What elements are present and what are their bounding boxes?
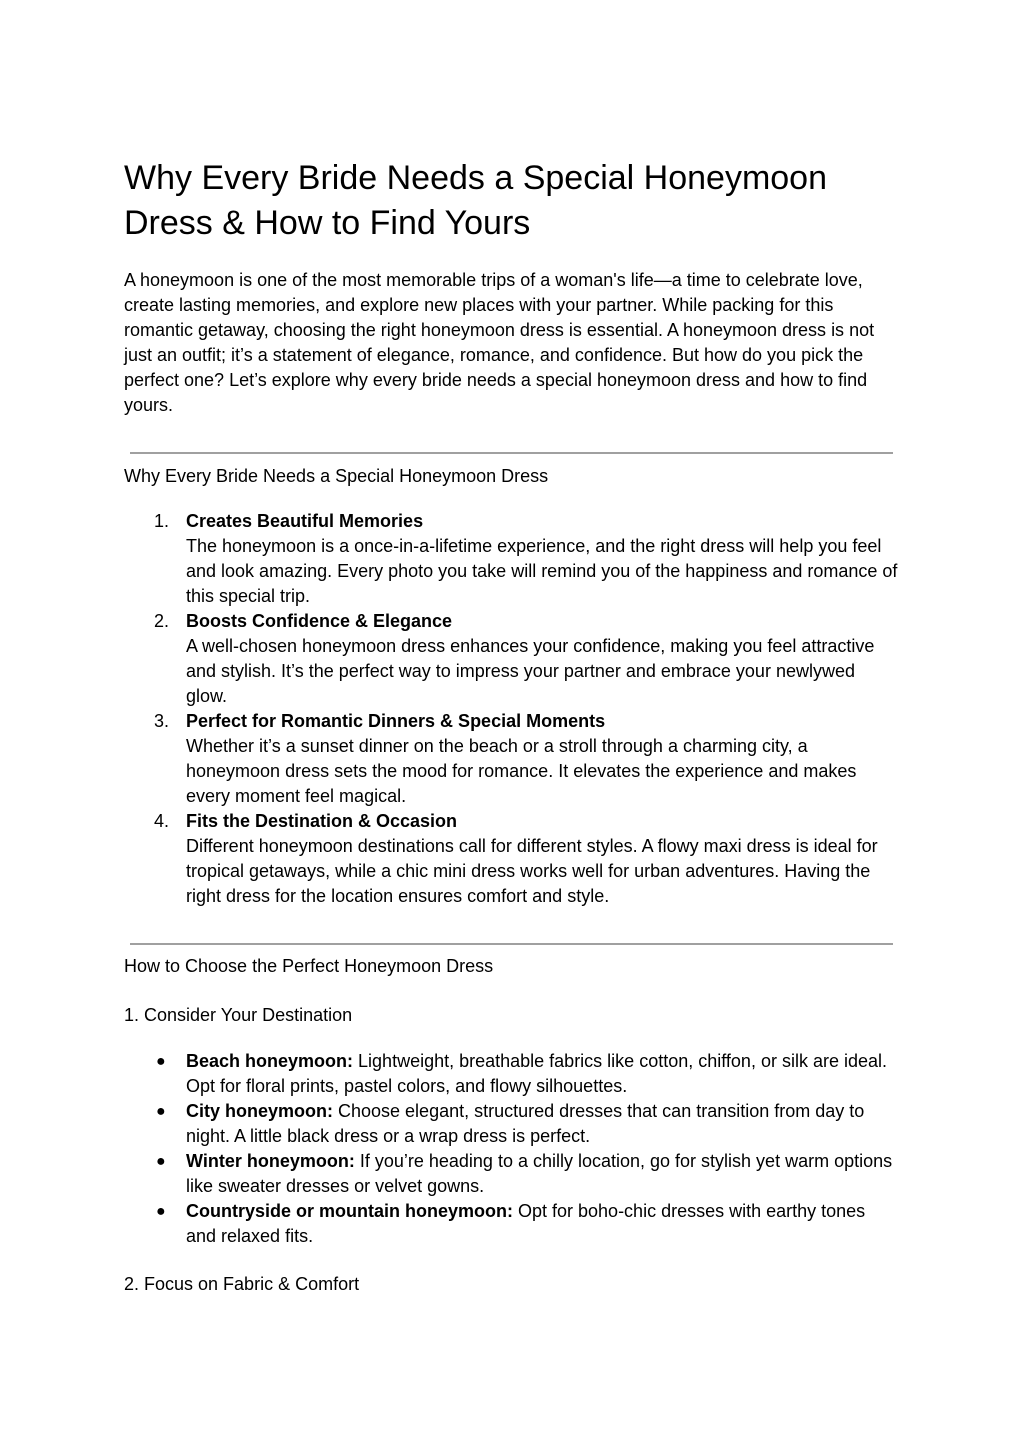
list-item-body: The honeymoon is a once-in-a-lifetime experience, and the right dress will help you feel and look amazing. Every photo you take will remind you of the happiness and romance of this special trip.	[186, 536, 898, 606]
list-item-label: Beach honeymoon:	[186, 1051, 354, 1071]
list-item-body: A well-chosen honeymoon dress enhances your confidence, making you feel attractive and stylish. It’s the perfect way to impress your partner and embrace your newlywed glow.	[186, 636, 875, 706]
bullet-icon: ●	[156, 1203, 166, 1220]
horizontal-divider	[130, 452, 893, 454]
list-item-text: Choose elegant, structured dresses that can transition from day to night. A little black dress or a wrap dress is perfect.	[186, 1101, 865, 1146]
list-item-title: Fits the Destination & Occasion	[186, 811, 458, 831]
destination-list	[124, 1049, 900, 1249]
list-item-title: Creates Beautiful Memories	[186, 511, 424, 531]
list-number: 2.	[154, 611, 170, 631]
bullet-icon: ●	[156, 1103, 166, 1120]
list-item-body: Whether it’s a sunset dinner on the beach or a stroll through a charming city, a honeymoon dress sets the mood for romance. It elevates the experience and makes every moment feel magical.	[186, 736, 857, 806]
list-item	[124, 1149, 900, 1199]
list-item	[124, 609, 900, 709]
list-item	[124, 1099, 900, 1149]
list-item-text: Opt for boho-chic dresses with earthy tones and relaxed fits.	[186, 1201, 866, 1246]
list-item	[124, 1199, 900, 1249]
list-item-label: Winter honeymoon:	[186, 1151, 355, 1171]
subheading-fabric: 2. Focus on Fabric & Comfort	[124, 1274, 360, 1294]
list-item-body: Different honeymoon destinations call for different styles. A flowy maxi dress is ideal for tropical getaways, while a chic mini dress works well for urban adventures. Having the right dress for the location ensures comfort and style.	[186, 836, 878, 906]
bullet-icon: ●	[156, 1153, 166, 1170]
list-number: 3.	[154, 711, 170, 731]
list-item-title: Perfect for Romantic Dinners & Special Moments	[186, 711, 606, 731]
list-item	[124, 1049, 900, 1099]
bullet-icon: ●	[156, 1053, 166, 1070]
section-heading-how: How to Choose the Perfect Honeymoon Dress	[124, 956, 494, 976]
page-title: Why Every Bride Needs a Special Honeymoon Dress & How to Find Yours	[124, 159, 827, 242]
intro-paragraph: A honeymoon is one of the most memorable trips of a woman's life—a time to celebrate love, create lasting memories, and explore new places with your partner. While packing for this romantic getaway, choosing the right honeymoon dress is essential. A honeymoon dress is not just an outfit; it’s a statement of elegance, romance, and confidence. But how do you pick the perfect one? Let’s explore why every bride needs a special honeymoon dress and how to find yours.	[124, 270, 875, 415]
subheading-destination: 1. Consider Your Destination	[124, 1005, 353, 1025]
reasons-list	[124, 509, 900, 909]
list-item	[124, 709, 900, 809]
list-item-text: If you’re heading to a chilly location, go for stylish yet warm options like sweater dresses or velvet gowns.	[186, 1151, 893, 1196]
list-item	[124, 809, 900, 909]
list-number: 1.	[154, 511, 170, 531]
horizontal-divider	[130, 943, 893, 945]
list-item-text: Lightweight, breathable fabrics like cotton, chiffon, or silk are ideal. Opt for floral prints, pastel colors, and flowy silhouettes.	[186, 1051, 887, 1096]
list-item	[124, 509, 900, 609]
list-item-label: City honeymoon:	[186, 1101, 333, 1121]
list-item-label: Countryside or mountain honeymoon:	[186, 1201, 513, 1221]
list-number: 4.	[154, 811, 170, 831]
section-heading-why: Why Every Bride Needs a Special Honeymoon Dress	[124, 466, 549, 486]
list-item-title: Boosts Confidence & Elegance	[186, 611, 453, 631]
